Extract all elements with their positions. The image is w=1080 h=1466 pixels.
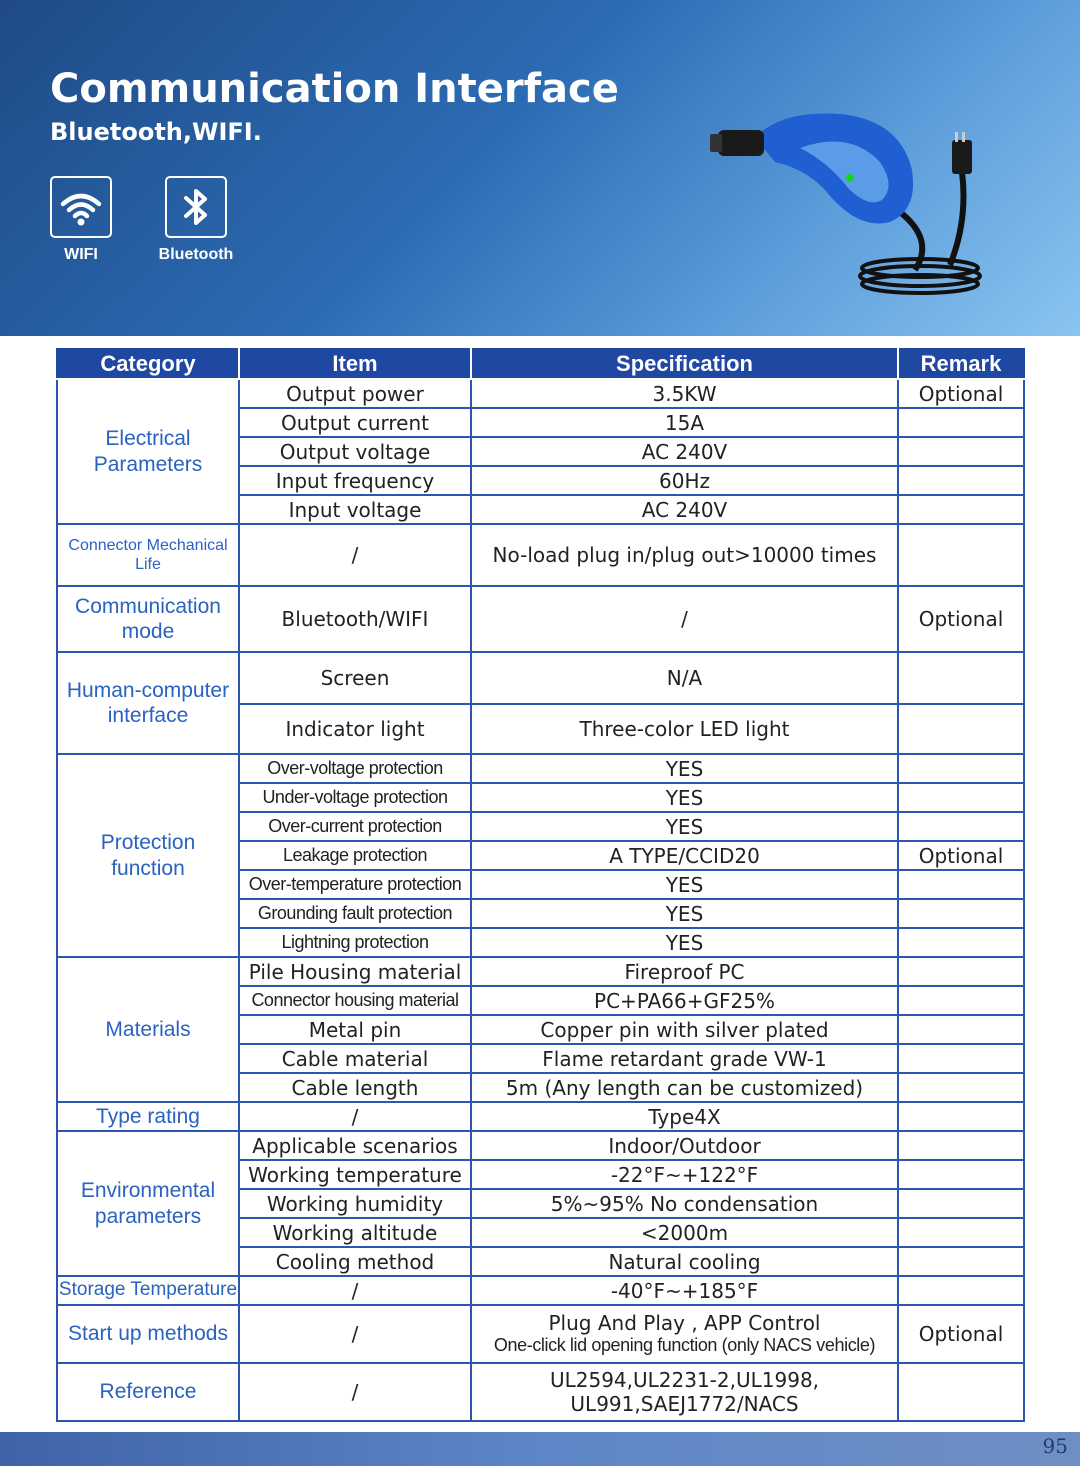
category-cell: Materials [57, 957, 239, 1102]
category-cell: Electrical Parameters [57, 379, 239, 524]
remark-cell: Optional [898, 841, 1024, 870]
remark-cell [898, 704, 1024, 754]
item-cell: Metal pin [239, 1015, 471, 1044]
remark-cell [898, 466, 1024, 495]
spec-table [56, 348, 1025, 1422]
remark-cell [898, 408, 1024, 437]
item-cell: Pile Housing material [239, 957, 471, 986]
category-cell: Environmental parameters [57, 1131, 239, 1276]
category-cell: Communication mode [57, 586, 239, 652]
spec-cell: Fireproof PC [471, 957, 898, 986]
item-cell: Indicator light [239, 704, 471, 754]
remark-cell [898, 652, 1024, 704]
remark-cell [898, 1363, 1024, 1421]
category-cell: Human-computer interface [57, 652, 239, 754]
remark-cell: Optional [898, 379, 1024, 408]
bluetooth-label: Bluetooth [158, 246, 234, 263]
item-cell: Cable material [239, 1044, 471, 1073]
category-cell: Reference [57, 1363, 239, 1421]
header-banner [0, 0, 1080, 336]
remark-cell [898, 899, 1024, 928]
table-row [57, 957, 1024, 986]
spec-cell: 15A [471, 408, 898, 437]
spec-cell: No-load plug in/plug out>10000 times [471, 524, 898, 586]
remark-cell [898, 1073, 1024, 1102]
remark-cell [898, 754, 1024, 783]
table-row [57, 652, 1024, 704]
item-cell: Over-voltage protection [239, 754, 471, 783]
spec-cell: -22°F~+122°F [471, 1160, 898, 1189]
item-cell: Working temperature [239, 1160, 471, 1189]
item-cell: Cable length [239, 1073, 471, 1102]
table-row [57, 524, 1024, 586]
spec-cell: / [471, 586, 898, 652]
wifi-icon [50, 176, 112, 238]
remark-cell [898, 812, 1024, 841]
item-cell: Connector housing material [239, 986, 471, 1015]
spec-cell: AC 240V [471, 437, 898, 466]
remark-cell [898, 1218, 1024, 1247]
spec-cell: Indoor/Outdoor [471, 1131, 898, 1160]
category-cell: Connector Mechanical Life [57, 524, 239, 586]
table-row [57, 1276, 1024, 1305]
page-title: Communication Interface [50, 66, 619, 112]
item-cell: Grounding fault protection [239, 899, 471, 928]
spec-cell: Copper pin with silver plated [471, 1015, 898, 1044]
item-cell: Output voltage [239, 437, 471, 466]
wifi-label: WIFI [64, 246, 98, 263]
spec-cell: -40°F~+185°F [471, 1276, 898, 1305]
spec-cell [471, 1305, 898, 1363]
spec-line-1: Plug And Play , APP Control [548, 1311, 821, 1336]
remark-cell: Optional [898, 1305, 1024, 1363]
category-cell: Start up methods [57, 1305, 239, 1363]
spec-line-2: UL991,SAEJ1772/NACS [570, 1392, 799, 1416]
item-cell: Working humidity [239, 1189, 471, 1218]
item-cell: / [239, 1102, 471, 1131]
header-category: Category [57, 349, 239, 379]
item-cell: / [239, 524, 471, 586]
header-item: Item [239, 349, 471, 379]
remark-cell [898, 1015, 1024, 1044]
remark-cell: Optional [898, 586, 1024, 652]
footer-bar [0, 1432, 1080, 1466]
spec-cell: N/A [471, 652, 898, 704]
item-cell: Output current [239, 408, 471, 437]
item-cell: Working altitude [239, 1218, 471, 1247]
item-cell: Bluetooth/WIFI [239, 586, 471, 652]
spec-cell: YES [471, 870, 898, 899]
spec-cell [471, 1363, 898, 1421]
remark-cell [898, 928, 1024, 957]
page-number: 95 [1042, 1434, 1068, 1458]
remark-cell [898, 1189, 1024, 1218]
remark-cell [898, 1276, 1024, 1305]
header-specification: Specification [471, 349, 898, 379]
remark-cell [898, 783, 1024, 812]
ev-charger-image [700, 100, 1000, 310]
remark-cell [898, 1131, 1024, 1160]
item-cell: Over-current protection [239, 812, 471, 841]
spec-cell: Flame retardant grade VW-1 [471, 1044, 898, 1073]
remark-cell [898, 1160, 1024, 1189]
spec-cell: YES [471, 783, 898, 812]
remark-cell [898, 495, 1024, 524]
item-cell: Over-temperature protection [239, 870, 471, 899]
bluetooth-icon [165, 176, 227, 238]
remark-cell [898, 986, 1024, 1015]
spec-line-2: One-click lid opening function (only NACS vehicle) [493, 1335, 876, 1356]
spec-cell: Type4X [471, 1102, 898, 1131]
spec-cell: AC 240V [471, 495, 898, 524]
item-cell: Leakage protection [239, 841, 471, 870]
item-cell: / [239, 1363, 471, 1421]
item-cell: Cooling method [239, 1247, 471, 1276]
table-row [57, 1131, 1024, 1160]
spec-cell: Three-color LED light [471, 704, 898, 754]
item-cell: Lightning protection [239, 928, 471, 957]
spec-cell: YES [471, 812, 898, 841]
spec-cell: YES [471, 899, 898, 928]
spec-line-1: UL2594,UL2231-2,UL1998, [549, 1368, 820, 1392]
page-subtitle: Bluetooth,WIFI. [50, 118, 262, 146]
remark-cell [898, 437, 1024, 466]
remark-cell [898, 1102, 1024, 1131]
spec-cell: 3.5KW [471, 379, 898, 408]
table-row [57, 1305, 1024, 1363]
item-cell: Input voltage [239, 495, 471, 524]
table-row [57, 1363, 1024, 1421]
spec-cell: 5%~95% No condensation [471, 1189, 898, 1218]
remark-cell [898, 524, 1024, 586]
spec-cell: YES [471, 928, 898, 957]
spec-cell: Natural cooling [471, 1247, 898, 1276]
table-row [57, 1102, 1024, 1131]
category-cell: Type rating [57, 1102, 239, 1131]
remark-cell [898, 870, 1024, 899]
spec-cell: 5m (Any length can be customized) [471, 1073, 898, 1102]
category-cell: Storage Temperature [57, 1276, 239, 1305]
header-remark: Remark [898, 349, 1024, 379]
spec-cell: <2000m [471, 1218, 898, 1247]
item-cell: Applicable scenarios [239, 1131, 471, 1160]
spec-cell: A TYPE/CCID20 [471, 841, 898, 870]
table-row [57, 379, 1024, 408]
remark-cell [898, 957, 1024, 986]
table-header-row [57, 349, 1024, 379]
item-cell: / [239, 1276, 471, 1305]
category-cell: Protection function [57, 754, 239, 957]
spec-cell: YES [471, 754, 898, 783]
spec-cell: 60Hz [471, 466, 898, 495]
item-cell: Input frequency [239, 466, 471, 495]
item-cell: Under-voltage protection [239, 783, 471, 812]
remark-cell [898, 1044, 1024, 1073]
item-cell: Screen [239, 652, 471, 704]
item-cell: Output power [239, 379, 471, 408]
table-row [57, 754, 1024, 783]
item-cell: / [239, 1305, 471, 1363]
remark-cell [898, 1247, 1024, 1276]
spec-cell: PC+PA66+GF25% [471, 986, 898, 1015]
table-row [57, 586, 1024, 652]
